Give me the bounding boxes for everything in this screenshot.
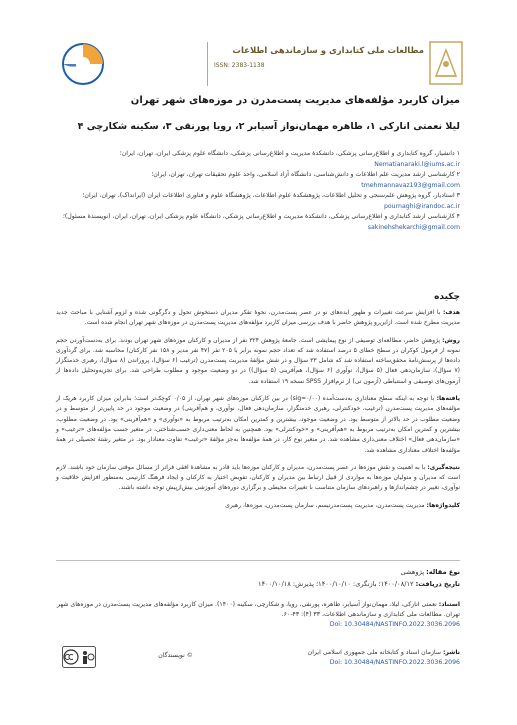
publisher-block	[210, 648, 460, 668]
cc-by-nc-icon	[62, 646, 96, 668]
copyright-notice: © نویسندگان	[158, 652, 193, 659]
purpose-label: هدف:	[443, 309, 460, 316]
issn: ISSN: 2383-1138	[214, 62, 265, 69]
conclusion-label: نتیجه‌گیری:	[427, 463, 460, 471]
journal-emblem-icon	[54, 40, 112, 88]
method-text: پژوهش حاضر، مطالعه‌ای توصیفی از نوع پیمایشی است. جامعۀ پژوهش ۳۲۴ نفر از مدیران و کارکنان موزه‌های شهر تهران بودند. برای به‌دست‌آوردن حجم نمونه از فرمول کوکران در سطح خطای ۵ درصد استفاده شد که تعداد حجم نمونه برابر با ۲۰۵ نفر (۴۷ نفر مدیر و ۱۵۸ نفر کارکنان) محاسبه شد. برای گردآوری داده‌ها از پرسش‌نامۀ محقق‌ساخته استفاده شد که شامل ۳۳ سؤال و در شش مؤلفۀ مدیریت پست‌مدرن (ترغیب (۶ سؤال)، پروراندن (۸ سؤال)، رهبری خدمتگزار (۷ سؤال)، سازمان‌دهی فعال (۵ سؤال)، نوآوری (۶ سؤال)، هم‌آفرینی (۵ سؤال)) در دو وضعیت موجود و مطلوب طراحی شد. برای تجزیه‌وتحلیل داده‌ها از آزمون‌های توصیفی و استنباطی (آزمون تی) از نرم‌افزار SPSS نسخه ۱۹ استفاده شد.	[56, 336, 461, 385]
affiliation-4-email[interactable]: sakinehshekarchi@gmail.com	[367, 223, 460, 231]
publisher	[210, 648, 460, 658]
abstract-method	[56, 336, 460, 387]
citation-text: نعمتی انارکی، لیلا، مهمان‌نواز آسیابر، طاهره، پورنقی، رویا، و شکارچی، سکینه (۱۴۰۰). میزان کاربرد مؤلفه‌های مدیریت پست‌مدرن در موزه‌های شهر تهران. مطالعات ملی کتابداری و سازماندهی اطلاعات، ۳۳ (۴): ۴۳-۶۰.	[57, 601, 460, 618]
publisher-doi[interactable]	[210, 658, 460, 668]
citation-doi-value[interactable]: 10.30484/NASTINFO.2022.3036.2096	[344, 621, 460, 628]
abstract-heading: چکیده	[434, 292, 460, 302]
findings-label: یافته‌ها:	[436, 395, 460, 403]
citation-doi[interactable]	[56, 620, 460, 630]
affiliation-2-email[interactable]: tmehmannavaz193@gmail.com	[361, 181, 460, 189]
affiliation-1: ۱ دانشیار، گروه کتابداری و اطلاع‌رسانی پزشکی، دانشکدۀ مدیریت و اطلاع‌رسانی پزشکی، دانشگاه علوم پزشکی ایران، تهران، ایران؛	[119, 150, 460, 157]
journal-title-block	[207, 42, 424, 86]
affiliation-4: ۴ کارشناسی ارشد کتابداری و اطلاع‌رسانی پزشکی، دانشکدۀ مدیریت و اطلاع‌رسانی پزشکی، دانشگاه علوم پزشکی ایران، تهران، ایران، (نویسندۀ مسئول)؛	[62, 213, 460, 220]
citation-block	[56, 600, 460, 630]
publisher-doi-value[interactable]: 10.30484/NASTINFO.2022.3036.2096	[344, 659, 460, 666]
purpose-text: با افزایش سرعت تغییرات و ظهور ایده‌های نو در عصر پست‌مدرن، نحوۀ تفکر مدیران دستخوش تحول و دگرگونی شده و لزوم آشنایی با مباحث جدید مدیریت مطرح شده است. ازاین‌رو پژوهش حاضر با هدف بررسی میزان کاربرد مؤلفه‌های مدیریت پست‌مدرن در موزه‌های شهر تهران انجام شده است.	[56, 309, 460, 327]
divider	[56, 560, 460, 561]
affiliation-2: ۲ کارشناسی ارشد مدیریت علم اطلاعات و دانش‌شناسی، دانشگاه آزاد اسلامی، واحد علوم تحقیقات تهران، تهران، ایران؛	[151, 171, 460, 178]
article-title: میزان کاربرد مؤلفه‌های مدیریت پست‌مدرن در موزه‌های شهر تهران	[130, 95, 460, 106]
journal-title: مطالعات ملی کتابداری و سازماندهی اطلاعات	[232, 46, 424, 56]
national-library-logo-icon	[428, 40, 464, 86]
article-type-value: پژوهشی	[400, 568, 425, 576]
history-value: ۱۴۰۰/۰۸/۱۲؛ بازنگری: ۱۴۰۰/۱۰/۱۰؛ پذیرش: ۱۴۰۰/۱۰/۱۸	[258, 580, 414, 588]
abstract-keywords	[56, 501, 460, 511]
conclusion-text: با به اهمیت و نقش موزه‌ها در عصر پست‌مدرن، مدیران و کارکنان موزه‌ها باید قادر به مشاهدۀ افقی فراتر از مسائل موقتی سازمان خود باشند. لازم است که مدیران و متولیان موزه‌ها به مواردی از قبیل ارتباط بین مدیران و کارکنان، تفویض اختیار به کارکنان و ایجاد فرهنگ کارتیمی به‌منظور افزایش خلاقیت و نوآوری، تغییر در چشم‌اندازها و راهبردهای سازمان متناسب با تغییرات محیطی و برگزاری دوره‌های آموزشی بیش‌ازپیش توجه داشته باشند.	[56, 463, 460, 492]
abstract-body	[56, 308, 460, 518]
publisher-doi-label: Doi:	[329, 659, 343, 666]
affiliation-1-email[interactable]: Nematianaraki.l@iums.ac.ir	[374, 160, 460, 168]
abstract-findings	[56, 394, 460, 456]
journal-header	[54, 40, 464, 88]
abstract-conclusion	[56, 463, 460, 494]
affiliations	[60, 149, 460, 233]
publisher-label: ناشر:	[442, 649, 460, 656]
article-meta	[56, 566, 460, 590]
article-history	[56, 578, 460, 590]
history-label: تاریخ دریافت:	[415, 580, 460, 588]
article-type-label: نوع مقاله:	[426, 568, 460, 576]
citation	[56, 600, 460, 620]
affiliation-3-email[interactable]: pournaghi@irandoc.ac.ir	[383, 202, 460, 210]
affiliation-3: ۳ استادیار، گروه پژوهش علم‌سنجی و تحلیل اطلاعات، پژوهشکدۀ علوم اطلاعات، پژوهشگاه علوم و فناوری اطلاعات ایران (ایرانداک)، تهران، ایران؛	[82, 192, 460, 199]
citation-doi-label: Doi:	[329, 621, 343, 628]
article-authors: لیلا نعمتی انارکی ۱، طاهره مهمان‌نواز آسیابر ۲، رویا پورنقی ۳، سکینه شکارچی ۴	[77, 121, 460, 132]
publisher-text: سازمان اسناد و کتابخانه ملی جمهوری اسلامی ایران	[307, 649, 441, 656]
findings-text: با توجه به اینکه سطح معناداری به‌دست‌آمده (sig=۰/۰۰) در بین کارکنان موزه‌های شهر تهران، از ۰/۰۵ کوچک‌تر است؛ بنابراین میزان کاربرد هریک از مؤلفه‌های مدیریت پست‌مدرن (ترغیب، خودکنترلی، رهبری خدمتگزار، سازمان‌دهی فعال، نوآوری، و هم‌آفرینی) در وضعیت موجود در حد پایین‌تر از متوسط و در وضعیت مطلوب در حد بالاتر از متوسط بود. در وضعیت موجود، بیشترین و کمترین امکان به‌ترتیب مربوط به «نوآوری» و «هم‌آفرینی» بود. در وضعیت مطلوب، بیشترین و کمترین امکان به‌ترتیب مربوط به «هم‌آفرینی» و «خودکنترلی» بود. همچنین به لحاظ معنی‌داری حسب‌شناختی، در متغیر جسب مؤلفه‌های «ترغیب» و «سازمان‌دهی فعال» اختلاف معنی‌داری مشاهده شد. در متغیر نوع کار، در همۀ مؤلفه‌ها به‌جز مؤلفۀ «ترغیب» تفاوت معنادار بود. در متغیر رشتۀ تحصیلی در همۀ مؤلفه‌ها اختلاف معناداری مشاهده شد.	[56, 395, 460, 454]
article-type	[56, 566, 460, 578]
keywords-text: مدیریت پست‌مدرن، مدیریت پست‌مدرنیسم، سازمان پست‌مدرن، موزه‌ها، رهبری	[225, 501, 425, 509]
citation-label: استناد:	[438, 601, 460, 608]
abstract-purpose	[56, 308, 460, 329]
keywords-label: کلیدواژه‌ها:	[426, 501, 460, 509]
method-label: روش:	[442, 336, 460, 344]
